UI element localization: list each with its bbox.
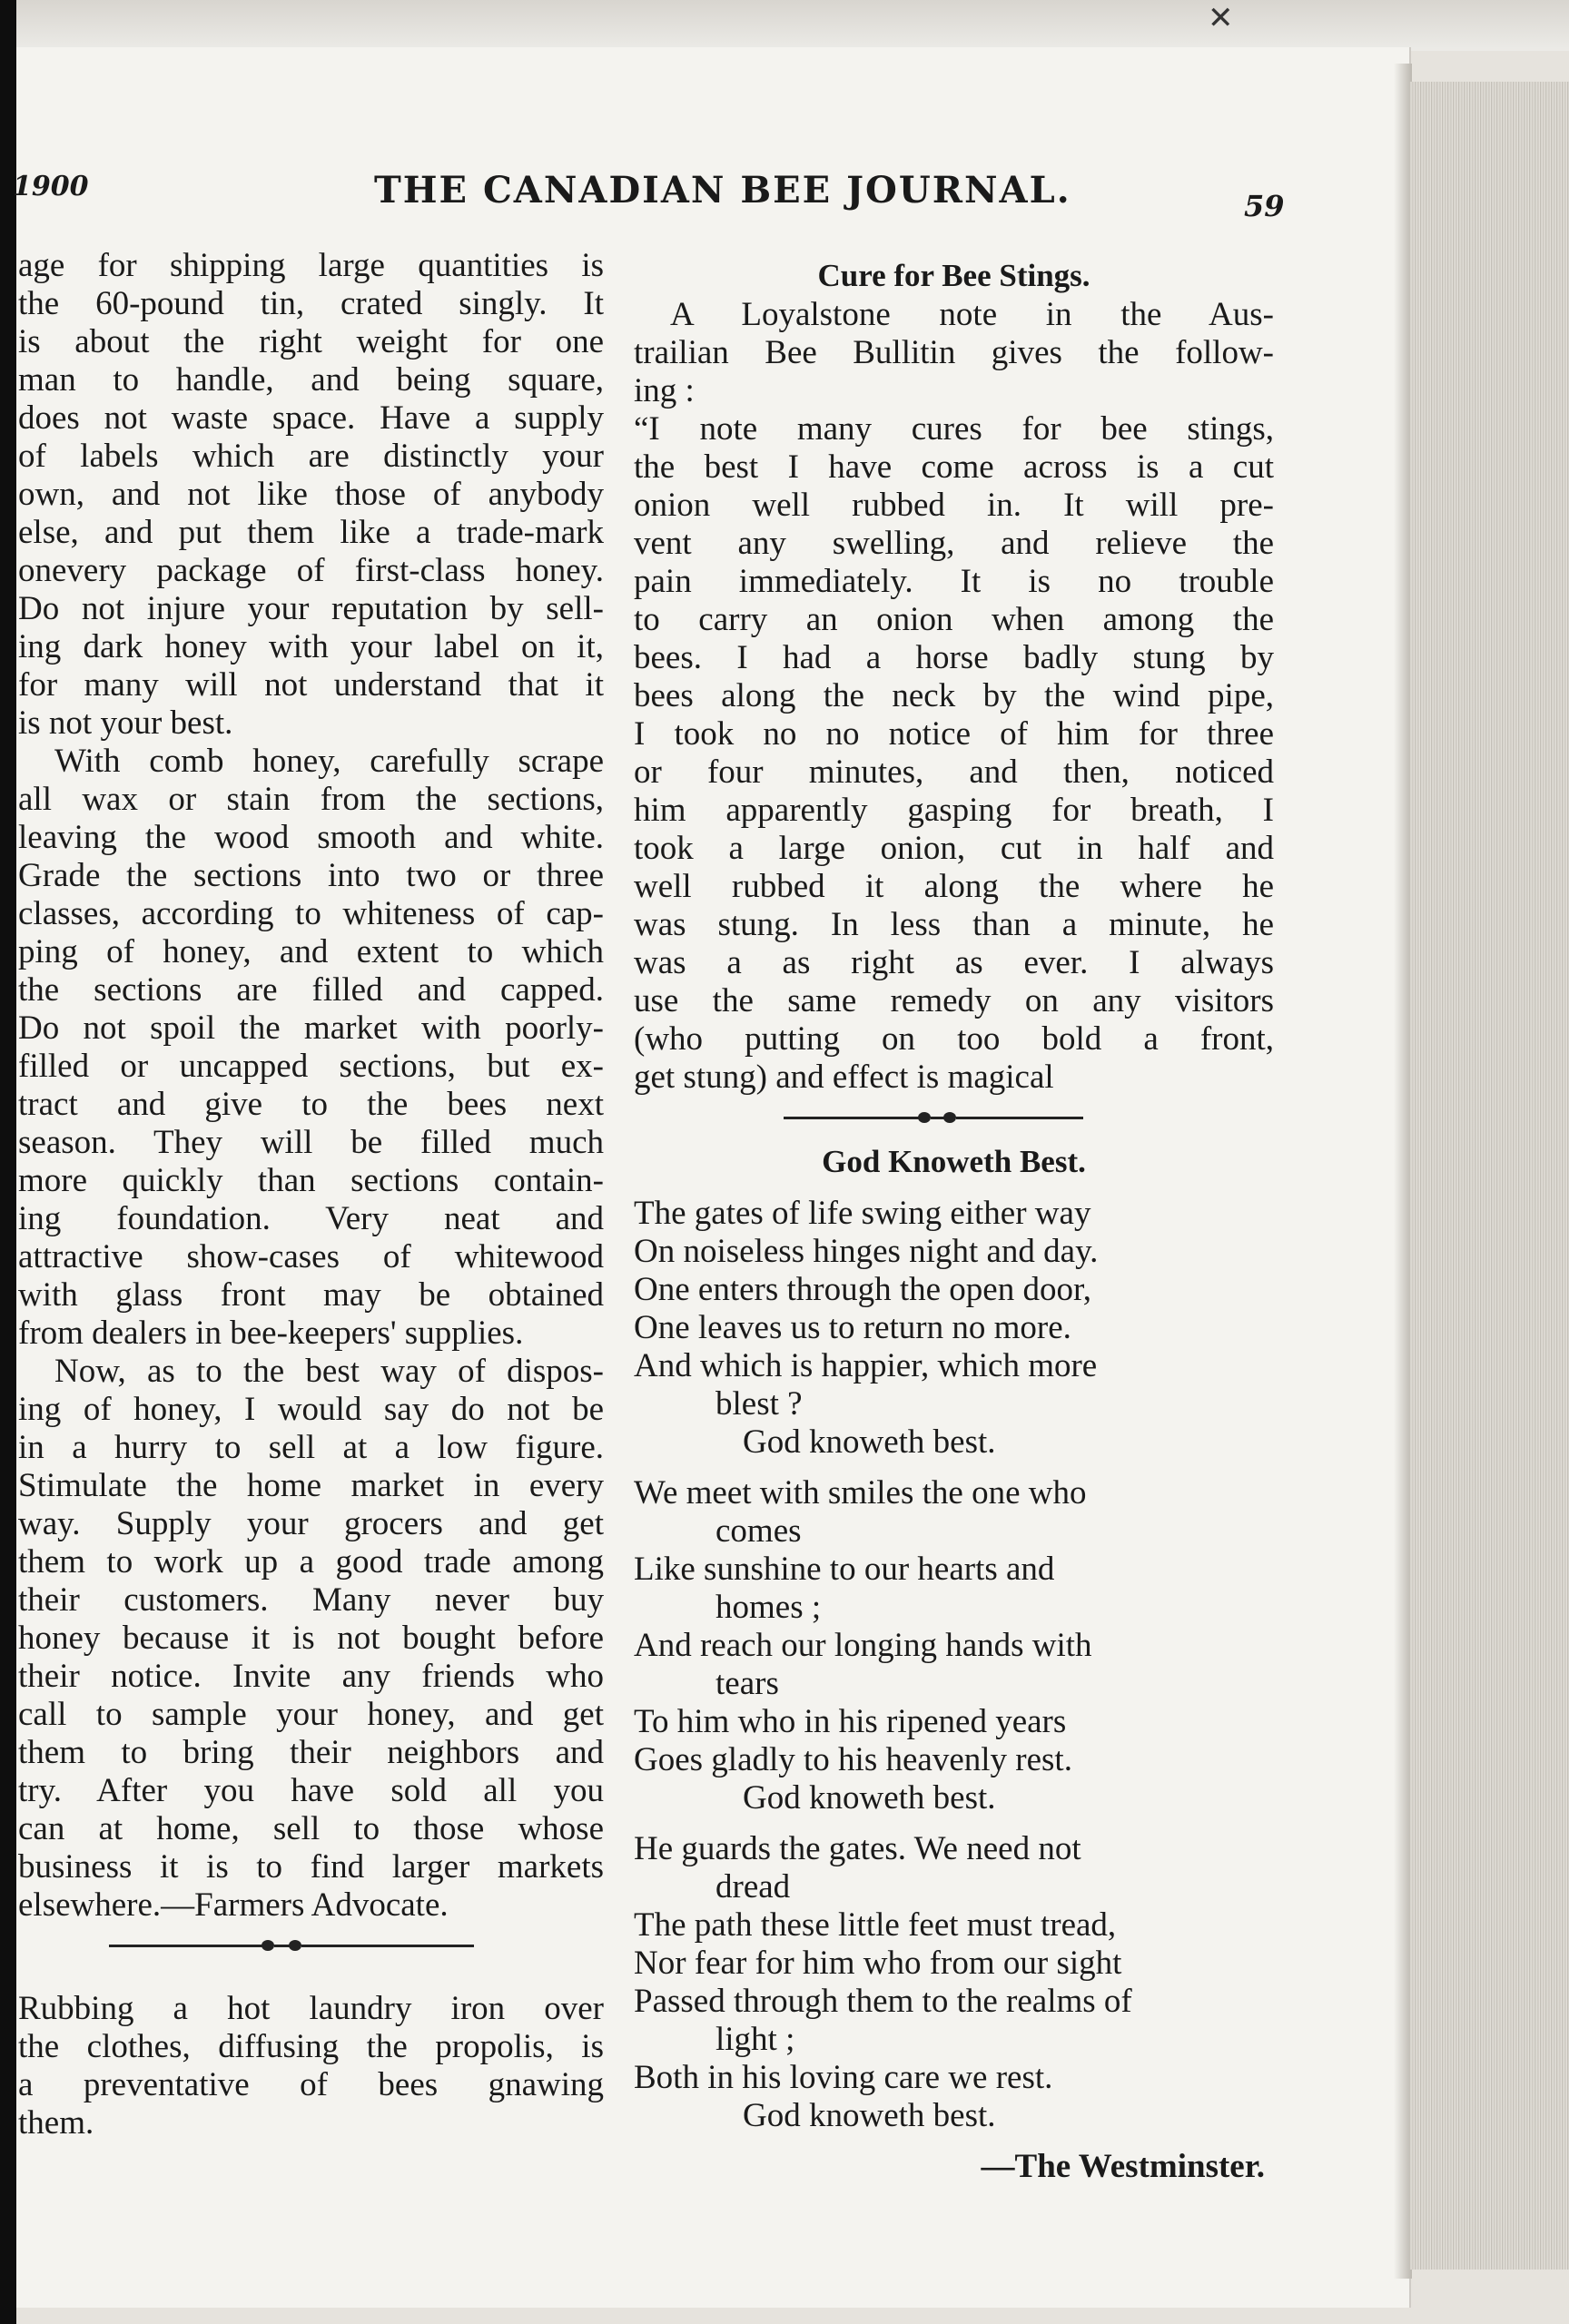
text-line: age for shipping large quantities is <box>18 247 604 284</box>
running-title: THE CANADIAN BEE JOURNAL. <box>374 169 1071 212</box>
heading-cure-for-bee-stings: Cure for Bee Stings. <box>817 258 1090 293</box>
text-line: Now, as to the best way of dispos- <box>54 1353 604 1390</box>
text-line: Do not spoil the market with poorly- <box>18 1009 604 1047</box>
text-line: get stung) and effect is magical <box>634 1059 1054 1096</box>
text-line: onion well rubbed in. It will pre- <box>634 487 1274 524</box>
poem-refrain: God knoweth best. <box>743 1779 996 1817</box>
text-line: leaving the wood smooth and white. <box>18 819 604 856</box>
text-line: Rubbing a hot laundry iron over <box>18 1990 604 2027</box>
poem-line: blest ? <box>715 1385 803 1423</box>
text-line: for many will not understand that it <box>18 666 604 704</box>
text-line: filled or uncapped sections, but ex- <box>18 1048 604 1085</box>
text-line: use the same remedy on any visitors <box>634 982 1274 1019</box>
text-line: ping of honey, and extent to which <box>18 933 604 970</box>
text-line: attractive show-cases of whitewood <box>18 1238 604 1275</box>
text-line: does not waste space. Have a supply <box>18 399 604 437</box>
text-line: all wax or stain from the sections, <box>18 781 604 818</box>
poem-line: Passed through them to the realms of <box>634 1983 1132 2020</box>
text-line: the 60-pound tin, crated singly. It <box>18 285 604 322</box>
text-line: season. They will be filled much <box>18 1124 604 1161</box>
text-line: to carry an onion when among the <box>634 601 1274 638</box>
text-line: own, and not like those of anybody <box>18 476 604 513</box>
poem-line: dread <box>715 1868 791 1905</box>
text-line: of labels which are distinctly your <box>18 438 604 475</box>
poem-line: comes <box>715 1512 802 1550</box>
left-column <box>18 247 604 2142</box>
section-divider <box>18 1925 604 1970</box>
text-line: ing of honey, I would say do not be <box>18 1391 604 1428</box>
text-line: Do not injure your reputation by sell- <box>18 590 604 627</box>
text-line: “I note many cures for bee stings, <box>634 410 1274 448</box>
text-line: vent any swelling, and relieve the <box>634 525 1274 562</box>
scan-background-top <box>0 0 1569 51</box>
text-line: With comb honey, carefully scrape <box>54 743 604 780</box>
paragraph-disposing-honey <box>18 1353 604 1925</box>
text-line: business it is to find larger markets <box>18 1848 604 1886</box>
text-line: trailian Bee Bullitin gives the follow- <box>634 334 1274 371</box>
poem-refrain: God knoweth best. <box>743 1423 996 1461</box>
text-line: him apparently gasping for breath, I <box>634 792 1274 829</box>
poem <box>634 1195 1274 2186</box>
poem-attribution: —The Westminster. <box>981 2148 1265 2185</box>
text-line: tract and give to the bees next <box>18 1086 604 1123</box>
intro-paragraph <box>634 296 1274 410</box>
text-line: ing dark honey with your label on it, <box>18 628 604 665</box>
poem-line: The path these little feet must tread, <box>634 1906 1117 1944</box>
text-line: them to work up a good trade among <box>18 1543 604 1581</box>
text-line: with glass front may be obtained <box>18 1276 604 1314</box>
section-divider <box>634 1097 1274 1142</box>
poem-line: And which is happier, which more <box>634 1347 1098 1384</box>
poem-line: Both in his loving care we rest. <box>634 2059 1053 2096</box>
right-column <box>634 256 1274 2186</box>
text-line: was stung. In less than a minute, he <box>634 906 1274 943</box>
poem-line: To him who in his ripened years <box>634 1703 1067 1740</box>
text-line: Grade the sections into two or three <box>18 857 604 894</box>
text-line: the best I have come across is a cut <box>634 448 1274 486</box>
text-line: their customers. Many never buy <box>18 1581 604 1619</box>
paragraph-shipping-honey <box>18 247 604 743</box>
text-line: pain immediately. It is no trouble <box>634 563 1274 600</box>
poem-line: One enters through the open door, <box>634 1271 1092 1308</box>
poem-line: Like sunshine to our hearts and <box>634 1551 1055 1588</box>
text-line: is not your best. <box>18 704 233 742</box>
quoted-letter <box>634 410 1274 1097</box>
poem-line: On noiseless hinges night and day. <box>634 1233 1099 1270</box>
text-line: a preventative of bees gnawing <box>18 2066 604 2103</box>
scan-dark-edge <box>0 0 16 2324</box>
poem-line: And reach our longing hands with <box>634 1627 1092 1664</box>
text-line: or four minutes, and then, noticed <box>634 753 1274 791</box>
text-line: from dealers in bee-keepers' supplies. <box>18 1315 524 1352</box>
poem-line: The gates of life swing either way <box>634 1195 1091 1232</box>
poem-line: Goes gladly to his heavenly rest. <box>634 1741 1072 1778</box>
poem-line: We meet with smiles the one who <box>634 1474 1087 1512</box>
poem-line: He guards the gates. We need not <box>634 1830 1081 1867</box>
poem-line: One leaves us to return no more. <box>634 1309 1071 1346</box>
text-line: the sections are filled and capped. <box>18 971 604 1009</box>
text-line: ing : <box>634 372 695 409</box>
text-line: onevery package of first-class honey. <box>18 552 604 589</box>
text-line: else, and put them like a trade-mark <box>18 514 604 551</box>
text-line: try. After you have sold all you <box>18 1772 604 1809</box>
text-line: I took no no notice of him for three <box>634 715 1274 753</box>
text-line: (who putting on too bold a front, <box>634 1020 1274 1058</box>
text-line: elsewhere.—Farmers Advocate. <box>18 1886 449 1924</box>
scan-mark: ✕ <box>1208 0 1234 36</box>
text-line: is about the right weight for one <box>18 323 604 360</box>
text-line: the clothes, diffusing the propolis, is <box>18 2028 604 2065</box>
text-line: Stimulate the home market in every <box>18 1467 604 1504</box>
page-number: 59 <box>1244 189 1285 223</box>
text-line: bees. I had a horse badly stung by <box>634 639 1274 676</box>
text-line: classes, according to whiteness of cap- <box>18 895 604 932</box>
text-line: man to handle, and being square, <box>18 361 604 399</box>
poem-line: light ; <box>715 2021 795 2058</box>
text-line: them. <box>18 2104 94 2142</box>
poem-line: homes ; <box>715 1589 822 1626</box>
text-line: their notice. Invite any friends who <box>18 1658 604 1695</box>
text-line: well rubbed it along the where he <box>634 868 1274 905</box>
text-line: call to sample your honey, and get <box>18 1696 604 1733</box>
text-line: honey because it is not bought before <box>18 1620 604 1657</box>
text-line: more quickly than sections contain- <box>18 1162 604 1199</box>
text-line: them to bring their neighbors and <box>18 1734 604 1771</box>
paragraph-comb-honey <box>18 743 604 1353</box>
header-year: 1900 <box>13 171 89 202</box>
heading-god-knoweth-best: God Knoweth Best. <box>822 1144 1086 1179</box>
text-line: A Loyalstone note in the Aus- <box>670 296 1274 333</box>
paragraph-laundry-iron <box>18 1990 604 2142</box>
text-line: took a large onion, cut in half and <box>634 830 1274 867</box>
text-line: way. Supply your grocers and get <box>18 1505 604 1542</box>
poem-refrain: God knoweth best. <box>743 2097 996 2134</box>
text-line: ing foundation. Very neat and <box>18 1200 604 1237</box>
text-line: can at home, sell to those whose <box>18 1810 604 1847</box>
book-page-edges <box>1409 82 1569 2270</box>
poem-line: tears <box>715 1665 779 1702</box>
text-line: in a hurry to sell at a low figure. <box>18 1429 604 1466</box>
text-line: bees along the neck by the wind pipe, <box>634 677 1274 714</box>
poem-line: Nor fear for him who from our sight <box>634 1945 1122 1982</box>
text-line: was a as right as ever. I always <box>634 944 1274 981</box>
